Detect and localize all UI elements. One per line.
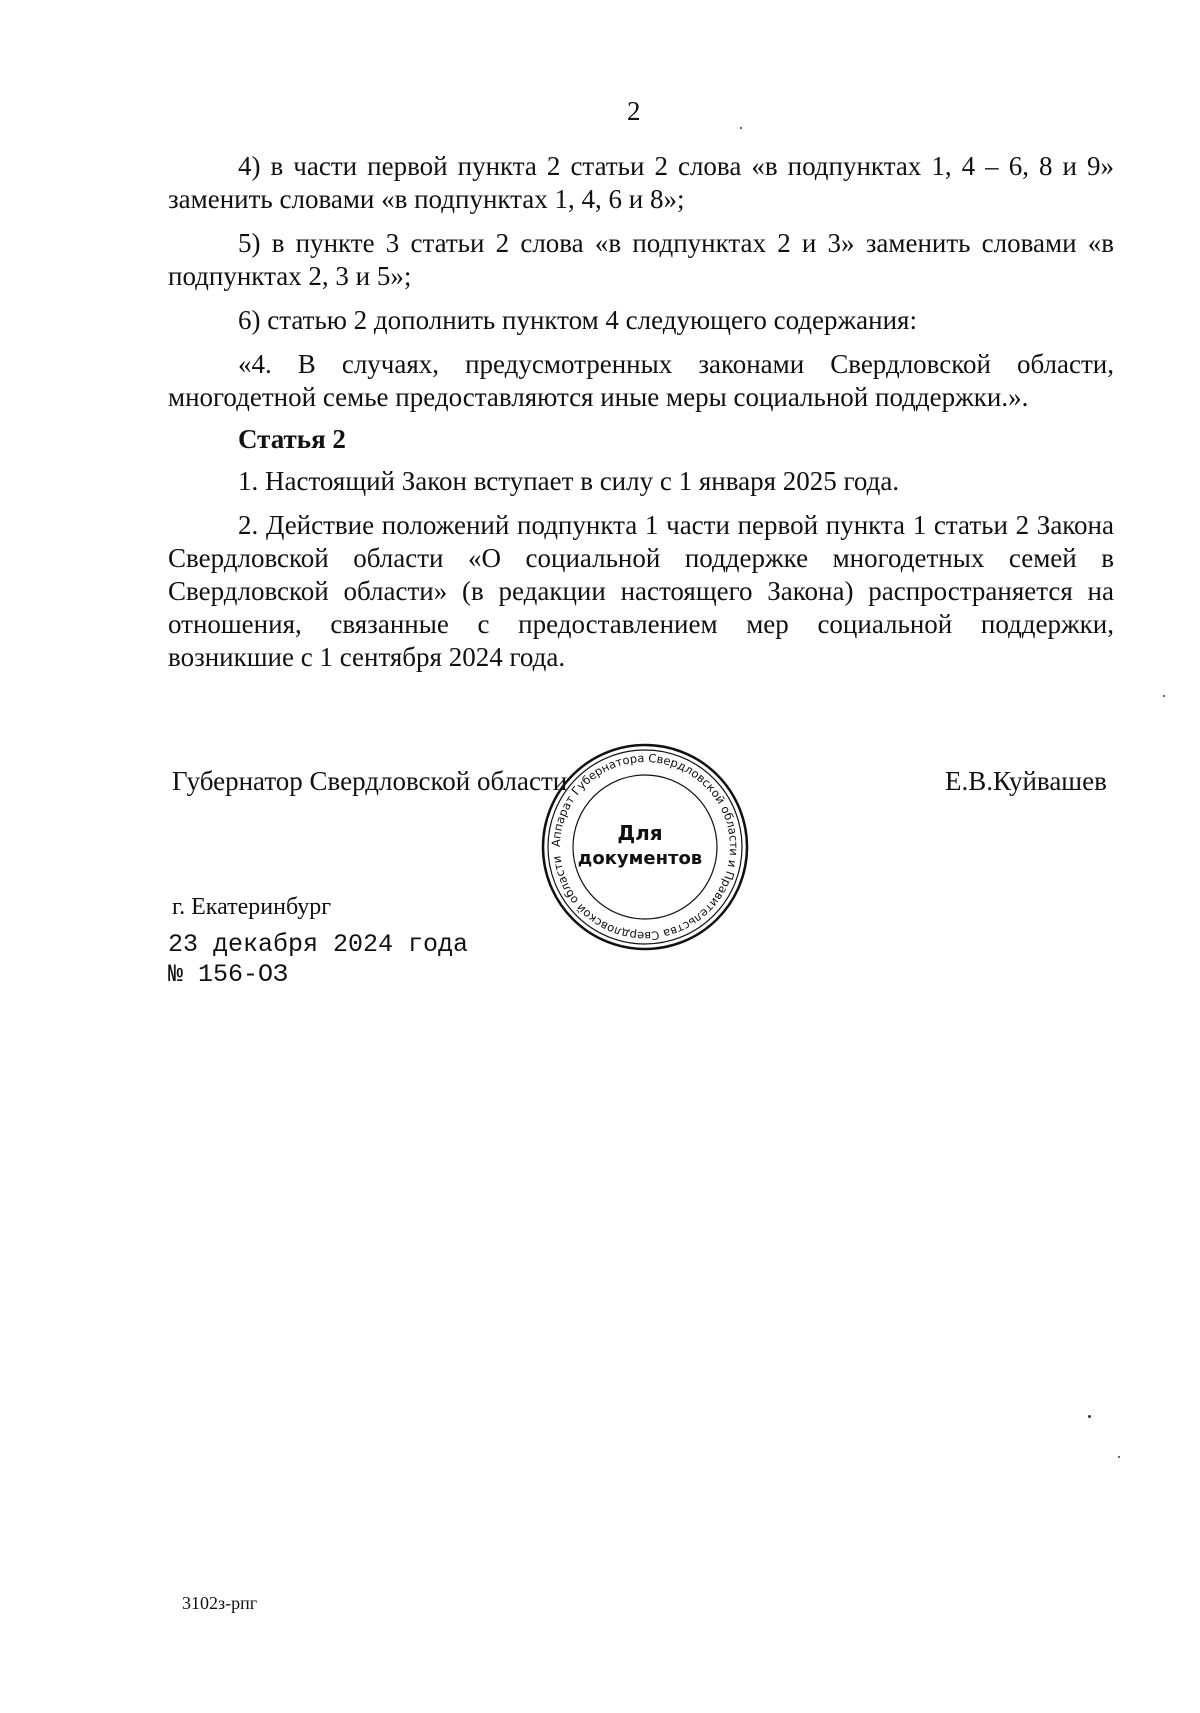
- signature-position: Губернатор Свердловской области: [172, 766, 568, 796]
- signature-name: Е.В.Куйвашев: [945, 766, 1107, 796]
- seal-ring-text: Аппарат Губернатора Свердловской области и Правительства Свердловской области: [548, 750, 742, 944]
- amendment-item-4: 4) в части первой пункта 2 статьи 2 слова «в подпунктах 1, 4 – 6, 8 и 9» заменить словами «в подпунктах 1, 4, 6 и 8»;: [168, 151, 1114, 214]
- scan-speck: [1088, 1415, 1091, 1418]
- amendment-item-5: 5) в пункте 3 статьи 2 слова «в подпунктах 2 и 3» заменить словами «в подпунктах 2, 3 и 5»;: [168, 228, 1114, 291]
- page-number: 2: [627, 96, 641, 126]
- article-2-item-1: 1. Настоящий Закон вступает в силу с 1 января 2025 года.: [238, 466, 900, 496]
- article-2-heading: Статья 2: [238, 424, 346, 454]
- scan-speck: [1163, 695, 1165, 697]
- seal-center-line2: документов: [577, 848, 703, 869]
- amendment-quote: «4. В случаях, предусмотренных законами Свердловской области, многодетной семье предоставляются иные меры социальной поддержки.».: [168, 349, 1114, 412]
- amendments-block: [168, 150, 1114, 674]
- scan-speck: [740, 127, 742, 129]
- signing-place: г. Екатеринбург: [172, 894, 332, 920]
- article-2-item-2: 2. Действие положений подпункта 1 части первой пункта 1 статьи 2 Закона Свердловской области «О социальной поддержке многодетных семей в Свердловской области» (в редакции настоящего Закона) распространяется на отношения, связанные с предоставлением мер социальной поддержки, возникшие с 1 сентября 2024 года.: [168, 510, 1114, 672]
- scan-speck: [1118, 1456, 1120, 1458]
- law-number: № 156-ОЗ: [168, 960, 289, 989]
- seal-center-line1: Для: [617, 821, 663, 845]
- signing-date: 23 декабря 2024 года: [168, 930, 469, 959]
- footer-code: 3102з-рпг: [182, 1593, 258, 1613]
- amendment-item-6: 6) статью 2 дополнить пунктом 4 следующего содержания:: [238, 305, 917, 335]
- official-seal: [540, 742, 750, 952]
